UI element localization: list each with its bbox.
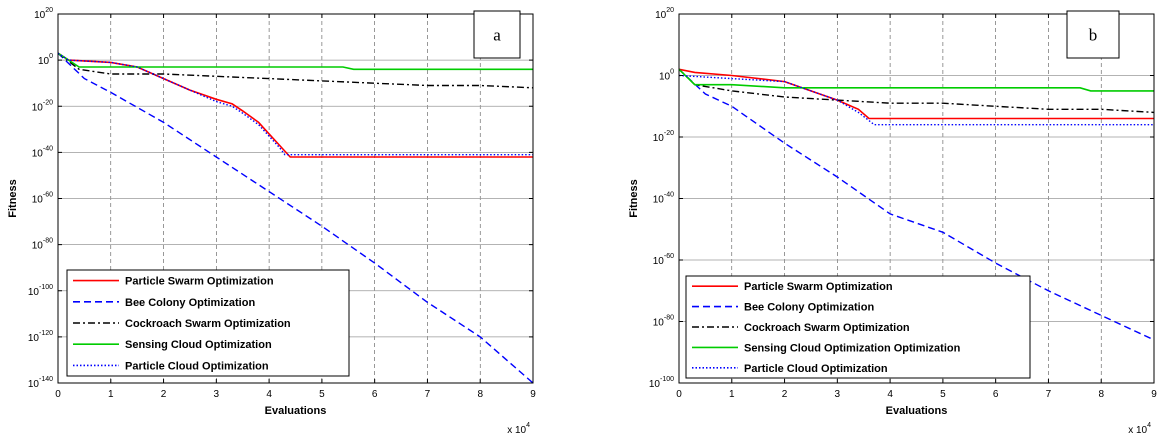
legend-entry: Particle Swarm Optimization <box>744 281 893 294</box>
y-tick-label: $10^0$ <box>658 68 674 83</box>
y-tick-label: $10^0$ <box>37 53 53 68</box>
x-axis-label: Evaluations <box>264 405 327 417</box>
y-tick-label: $10^{-60}$ <box>652 253 674 267</box>
x-tick-label: 0 <box>676 389 682 400</box>
x-tick-label: 6 <box>371 389 378 400</box>
y-tick-label: $10^{-80}$ <box>31 237 53 252</box>
x-tick-label: 2 <box>781 389 788 400</box>
x-axis-label: Evaluations <box>885 405 948 417</box>
y-tick-label: $10^{-40}$ <box>652 191 674 206</box>
y-tick-label: $10^{20}$ <box>34 7 53 21</box>
x-multiplier-label: x $10^4$ <box>1128 422 1151 436</box>
y-tick-label: $10^{-60}$ <box>31 191 53 206</box>
panel-tag-label: b <box>1088 25 1098 45</box>
legend-entry: Sensing Cloud Optimization <box>125 339 272 352</box>
y-tick-label: $10^{-120}$ <box>27 329 53 344</box>
x-tick-label: 3 <box>213 389 220 400</box>
legend-entry: Cockroach Swarm Optimization <box>125 318 291 330</box>
legend-entry: Bee Colony Optimization <box>744 301 875 314</box>
y-tick-label: $10^{-20}$ <box>31 99 53 114</box>
y-tick-label: $10^{-100}$ <box>648 376 674 390</box>
legend-entry: Particle Cloud Optimization <box>744 362 888 375</box>
x-tick-label: 1 <box>107 389 114 400</box>
legend-entry: Sensing Cloud Optimization Optimization <box>744 342 961 355</box>
legend-entry: Particle Cloud Optimization <box>125 360 269 373</box>
x-tick-label: 9 <box>1151 389 1157 400</box>
legend-entry: Particle Swarm Optimization <box>125 275 274 288</box>
y-tick-label: $10^{-80}$ <box>652 314 674 329</box>
x-tick-label: 8 <box>477 389 484 400</box>
legend-entry: Cockroach Swarm Optimization <box>744 322 910 334</box>
y-tick-label: $10^{-140}$ <box>27 376 53 390</box>
x-tick-label: 9 <box>530 389 536 400</box>
legend <box>67 270 349 376</box>
x-tick-label: 1 <box>728 389 735 400</box>
x-multiplier-label: x $10^4$ <box>507 422 530 436</box>
chart-panel-b <box>628 7 1157 436</box>
x-tick-label: 0 <box>55 389 61 400</box>
legend-entry: Bee Colony Optimization <box>125 296 256 309</box>
y-tick-label: $10^{-40}$ <box>31 145 53 160</box>
x-tick-label: 7 <box>424 389 431 400</box>
x-tick-label: 8 <box>1098 389 1105 400</box>
x-tick-label: 3 <box>834 389 841 400</box>
x-tick-label: 5 <box>940 389 946 400</box>
y-tick-label: $10^{-100}$ <box>27 283 53 298</box>
chart-panel-a <box>7 7 536 436</box>
x-tick-label: 7 <box>1045 389 1052 400</box>
y-tick-label: $10^{-20}$ <box>652 130 674 144</box>
y-axis-label: Fitness <box>628 179 640 218</box>
panel-tag-label: a <box>493 25 501 45</box>
x-tick-label: 2 <box>160 389 167 400</box>
x-tick-label: 4 <box>887 389 893 400</box>
x-tick-label: 6 <box>992 389 999 400</box>
legend <box>686 276 1030 378</box>
y-axis-label: Fitness <box>7 179 19 218</box>
x-tick-label: 5 <box>319 389 325 400</box>
x-tick-label: 4 <box>266 389 272 400</box>
y-tick-label: $10^{20}$ <box>655 7 674 21</box>
